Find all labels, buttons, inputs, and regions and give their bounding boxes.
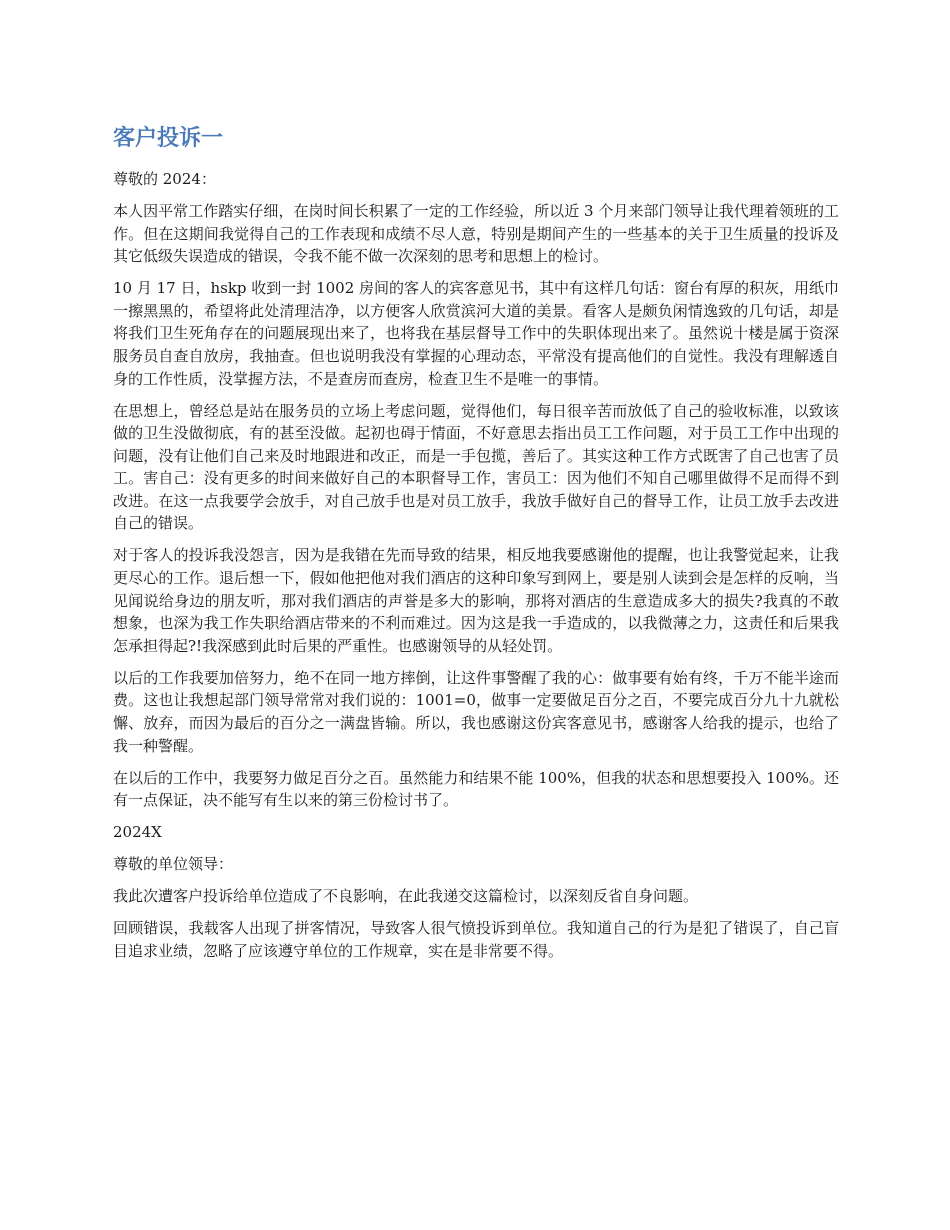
salutation-paragraph: 尊敬的 2024： — [113, 170, 216, 188]
document-page — [113, 124, 839, 972]
body-paragraph: 回顾错误，我载客人出现了拼客情况，导致客人很气愤投诉到单位。我知道自己的行为是犯了错误了，自己盲目追求业绩，忽略了应该遵守单位的工作规章，实在是非常要不得。 — [113, 919, 839, 960]
document-title: 客户投诉一 — [113, 126, 224, 151]
body-paragraph: 10 月 17 日，hskp 收到一封 1002 房间的客人的宾客意见书，其中有这样几句话：窗台有厚的积灰，用纸巾一擦黑黑的，希望将此处清理洁净，以方便客人欣赏滨河大道的美景。看客人是颇负闲情逸致的几句话，却是将我们卫生死角存在的问题展现出来了，也将我在基层督导工作中的失职体现出来了。虽然说十楼是属于资深服务员自查自放房，我抽查。但也说明我没有掌握的心理动态，平常没有提高他们的自觉性。我没有理解透自身的工作性质，没掌握方法，不是查房而查房，检查卫生不是唯一的事情。 — [113, 279, 840, 388]
body-paragraph: 在思想上，曾经总是站在服务员的立场上考虑问题，觉得他们，每日很辛苦而放低了自己的验收标准，以致该做的卫生没做彻底，有的甚至没做。起初也碍于情面，不好意思去指出员工工作问题，对于员工工作中出现的问题，没有让他们自己来及时地跟进和改正，而是一手包揽，善后了。其实这种工作方式既害了自己也害了员工。害自己：没有更多的时间来做好自己的本职督导工作，害员工：因为他们不知自己哪里做得不足而得不到改进。在这一点我要学会放手，对自己放手也是对员工放手，我放手做好自己的督导工作，让员工放手去改进自己的错误。 — [113, 401, 839, 533]
body-paragraph: 对于客人的投诉我没怨言，因为是我错在先而导致的结果，相反地我要感谢他的提醒，也让我警觉起来，让我更尽心的工作。退后想一下，假如他把他对我们酒店的这种印象写到网上，要是别人读到会是怎样的反响，当见闻说给身边的朋友听，那对我们酒店的声誉是多大的影响，那将对酒店的生意造成多大的损失?我真的不敢想象，也深为我工作失职给酒店带来的不利而难过。因为这是我一手造成的，以我微薄之力，这责任和后果我怎承担得起?!我深感到此时后果的严重性。也感谢领导的从轻处罚。 — [113, 546, 839, 655]
body-paragraph: 以后的工作我要加倍努力，绝不在同一地方摔倒，让这件事警醒了我的心：做事要有始有终，千万不能半途而费。这也让我想起部门领导常常对我们说的：1001=0，做事一定要做足百分之百，不要完成百分九十九就松懈、放弃，而因为最后的百分之一满盘皆输。所以，我也感谢这份宾客意见书，感谢客人给我的提示，也给了我一种警醒。 — [113, 668, 839, 755]
body-paragraph: 本人因平常工作踏实仔细，在岗时间长积累了一定的工作经验，所以近 3 个月来部门领导让我代理着领班的工作。但在这期间我觉得自己的工作表现和成绩不尽人意，特别是期间产生的一些基本的关于卫生质量的投诉及其它低级失误造成的错误，令我不能不做一次深刻的思考和思想上的检讨。 — [113, 201, 839, 266]
date-line: 2024X — [113, 823, 162, 842]
salutation-paragraph: 尊敬的单位领导： — [113, 855, 234, 874]
body-paragraph: 我此次遭客户投诉给单位造成了不良影响，在此我递交这篇检讨，以深刻反省自身问题。 — [113, 887, 699, 906]
body-paragraph: 在以后的工作中，我要努力做足百分之百。虽然能力和结果不能 100%，但我的状态和思想要投入 100%。还有一点保证，决不能写有生以来的第三份检讨书了。 — [113, 768, 839, 810]
